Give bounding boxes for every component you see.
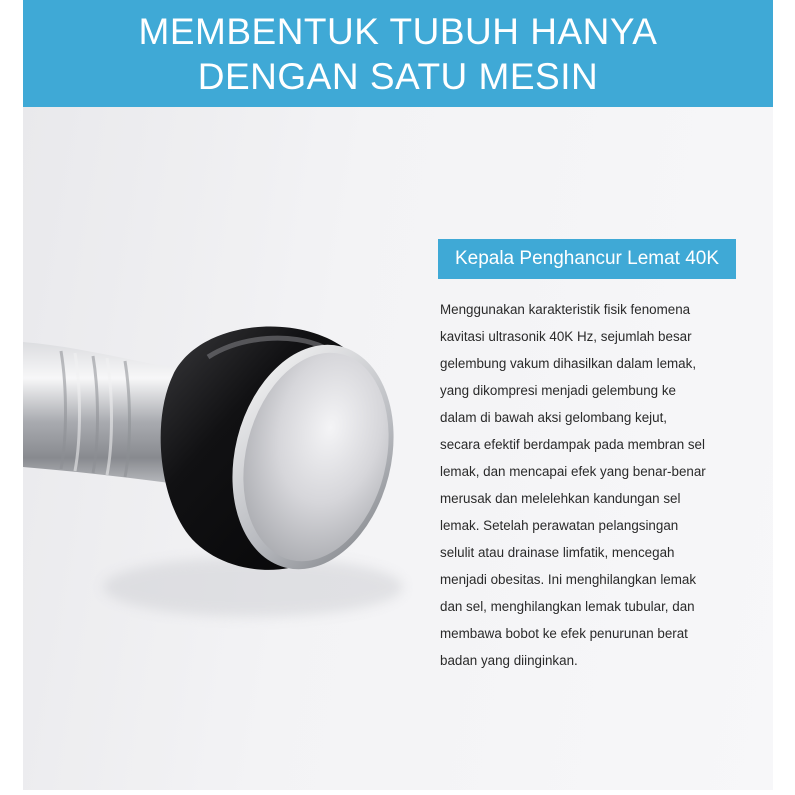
description-line: dan sel, menghilangkan lemak tubular, dan [440, 599, 695, 614]
section-subtitle: Kepala Penghancur Lemat 40K [438, 239, 736, 279]
header-banner [23, 0, 773, 107]
description-line: merusak dan melelehkan kandungan sel [440, 491, 681, 506]
description-line: secara efektif berdampak pada membran sel [440, 437, 705, 452]
description-line: kavitasi ultrasonik 40K Hz, sejumlah besar [440, 329, 692, 344]
description-line: badan yang diinginkan. [440, 653, 578, 668]
description-line: lemak. Setelah perawatan pelangsingan [440, 518, 679, 533]
product-photo [23, 107, 773, 790]
description-line: menjadi obesitas. Ini menghilangkan lemak [440, 572, 697, 587]
description-paragraph [440, 296, 750, 674]
description-line: Menggunakan karakteristik fisik fenomena [440, 302, 691, 317]
description-line: dalam di bawah aksi gelombang kejut, [440, 410, 668, 425]
description-line: lemak, dan mencapai efek yang benar-benar [440, 464, 706, 479]
description-line: selulit atau drainase limfatik, mencegah [440, 545, 675, 560]
description-line: membawa bobot ke efek penurunan berat [440, 626, 688, 641]
description-line: gelembung vakum dihasilkan dalam lemak, [440, 356, 697, 371]
banner-title-line-2: DENGAN SATU MESIN [197, 55, 599, 97]
banner-title-line-1: MEMBENTUK TUBUH HANYA [138, 10, 658, 52]
description-line: yang dikompresi menjadi gelembung ke [440, 383, 676, 398]
